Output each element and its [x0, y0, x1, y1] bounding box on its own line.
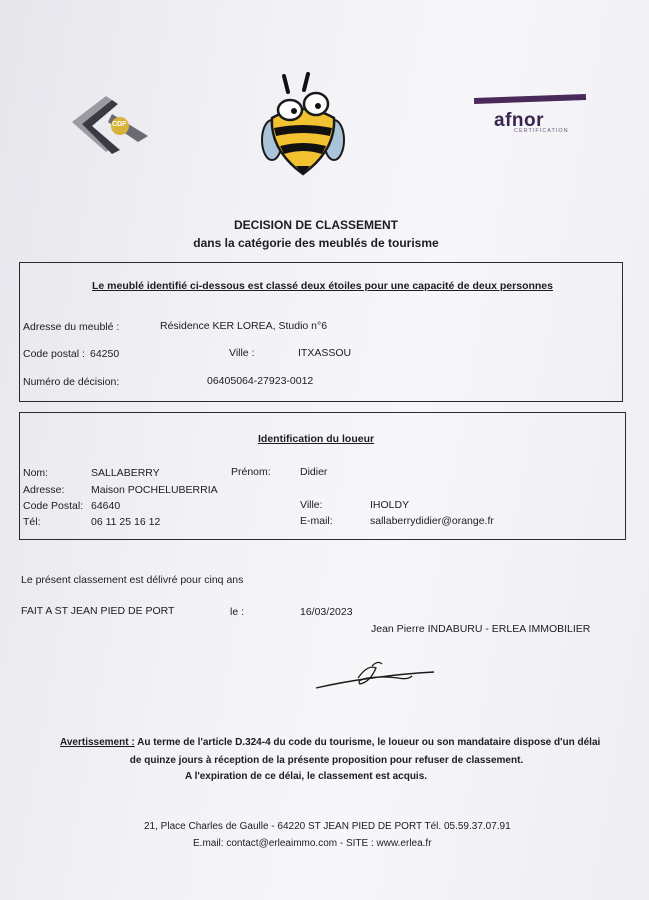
owner-city-value: IHOLDY — [370, 499, 410, 511]
warning-label: Avertissement : — [60, 737, 135, 748]
owner-city-label: Ville: — [300, 499, 323, 511]
bee-mascot-icon — [258, 70, 348, 180]
signatory-name: Jean Pierre INDABURU - ERLEA IMMOBILIER — [371, 623, 591, 635]
owner-name-label: Nom: — [23, 467, 49, 479]
cdf-logo-text: CDF — [112, 121, 127, 128]
owner-firstname-label: Prénom: — [231, 466, 271, 478]
owner-box-title: Identification du loueur — [258, 433, 375, 445]
meuble-address-value: Résidence KER LOREA, Studio n°6 — [160, 320, 328, 332]
meuble-city-label: Ville : — [229, 347, 255, 359]
owner-address-value: Maison POCHELUBERRIA — [91, 484, 218, 496]
owner-name-value: SALLABERRY — [91, 467, 160, 479]
warning-line-3: A l'expiration de ce délai, le classement est acquis. — [184, 771, 428, 782]
afnor-subtext: CERTIFICATION — [514, 128, 569, 134]
owner-phone-value: 06 11 25 16 12 — [91, 516, 161, 528]
footer-address: 21, Place Charles de Gaulle - 64220 ST JEAN PIED DE PORT Tél. 05.59.37.07.91 — [144, 821, 511, 832]
decision-number-label: Numéro de décision: — [23, 376, 120, 388]
footer-contact: E.mail: contact@erleaimmo.com - SITE : www.erlea.fr — [193, 838, 432, 849]
decision-number-value: 06405064-27923-0012 — [207, 375, 314, 387]
owner-email-value: sallaberrydidier@orange.fr — [370, 515, 494, 527]
issue-date-label: le : — [230, 606, 245, 618]
meuble-address-label: Adresse du meublé : — [23, 321, 120, 333]
afnor-text: afnor — [494, 110, 544, 131]
document-title: DECISION DE CLASSEMENT — [233, 218, 398, 232]
handwritten-signature — [312, 656, 438, 696]
meuble-postal-value: 64250 — [90, 348, 120, 360]
owner-address-label: Adresse: — [23, 484, 65, 496]
cdf-logo — [68, 92, 152, 158]
warning-line-1 — [60, 737, 600, 748]
owner-firstname-value: Didier — [300, 466, 328, 478]
classification-statement: Le meublé identifié ci-dessous est classé deux étoiles pour une capacité de deux personnes — [92, 280, 553, 292]
owner-email-label: E-mail: — [300, 515, 333, 527]
document-subtitle: dans la catégorie des meublés de tourisme — [193, 236, 439, 250]
validity-statement: Le présent classement est délivré pour cinq ans — [21, 574, 244, 586]
afnor-bar — [474, 94, 586, 104]
issue-place: FAIT A ST JEAN PIED DE PORT — [21, 605, 175, 617]
meuble-postal-label: Code postal : — [23, 348, 85, 360]
owner-postal-label: Code Postal: — [23, 500, 84, 512]
owner-phone-label: Tél: — [23, 516, 41, 528]
warning-text-1: Au terme de l'article D.324-4 du code du tourisme, le loueur ou son mandataire dispose d'un délai — [137, 737, 601, 748]
owner-postal-value: 64640 — [91, 500, 121, 512]
issue-date-value: 16/03/2023 — [300, 606, 353, 618]
warning-line-2: de quinze jours à réception de la présente proposition pour refuser de classement. — [129, 755, 524, 766]
meuble-city-value: ITXASSOU — [298, 347, 352, 359]
afnor-logo — [474, 92, 590, 138]
